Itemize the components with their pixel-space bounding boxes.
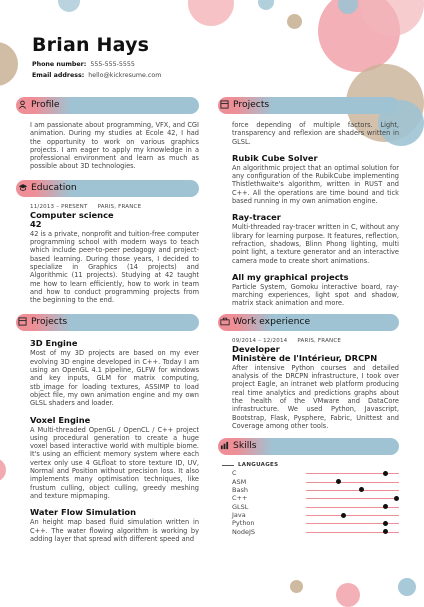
projects-section-header	[16, 314, 199, 332]
project-text-continued: force depending of multiple factors. Light, transparency and reflexion are shaders written in GLSL.	[232, 121, 399, 146]
decor-circle	[336, 583, 360, 607]
work-role: Developer	[232, 343, 280, 354]
skill-row	[222, 469, 399, 477]
work-location: PARIS, FRANCE	[297, 337, 342, 344]
skill-level-track	[306, 498, 399, 499]
skill-level-track	[306, 482, 399, 483]
decor-circle	[287, 14, 302, 29]
skill-level-dot	[336, 479, 341, 484]
skill-level-track	[306, 490, 399, 491]
skill-row	[222, 503, 399, 511]
skill-name: Bash	[232, 485, 248, 494]
project-title: Rubik Cube Solver	[232, 152, 318, 163]
project-title: All my graphical projects	[232, 271, 349, 282]
decor-circle	[0, 42, 18, 86]
skill-category	[222, 462, 399, 468]
section-title: Education	[31, 181, 77, 193]
education-degree: Computer science	[30, 209, 114, 220]
decor-circle	[0, 458, 6, 482]
section-title: Projects	[31, 316, 68, 328]
skill-row	[222, 528, 399, 536]
project-title: Voxel Engine	[30, 414, 91, 425]
skill-name: Python	[232, 519, 255, 528]
section-title: Projects	[233, 99, 270, 110]
skills-list	[218, 462, 399, 536]
skill-level-dot	[383, 471, 388, 476]
skill-rows	[222, 469, 399, 536]
skill-name: NodeJS	[232, 527, 256, 536]
skill-name: C++	[232, 494, 248, 503]
phone-label: Phone number:	[32, 61, 87, 68]
projects-section-header	[218, 97, 399, 115]
graduation-cap-icon	[17, 183, 28, 194]
skill-level-dot	[383, 521, 388, 526]
skill-level-track	[306, 515, 399, 516]
skill-row	[222, 494, 399, 502]
project-text: Multi-threaded ray-tracer written in C, without any library for learning purpose. It features, reflection, refraction, shadows, Blinn Phong lighting, multi point light, a texture generator and an interactive camera mode to create short animations.	[232, 223, 399, 265]
left-column	[16, 97, 199, 547]
skill-level-dot	[383, 504, 388, 509]
project-title: Ray-tracer	[232, 212, 281, 223]
email-label: Email address:	[32, 72, 85, 79]
candidate-name: Brian Hays	[32, 34, 150, 56]
education-location: PARIS, FRANCE	[97, 203, 142, 210]
section-title: Skills	[233, 440, 257, 452]
work-text: After intensive Python courses and detailed analysis of the DRCPN infrastructure, I took over project Eagle, an intranet web platform producing real time analytics and predictions graphs about the health of the VMware and DataCore infrastructure. We used Python, Javascript, Bootstrap, Flask, Pysphere, Fabric, Unittest and Coverage among other tools.	[232, 363, 399, 430]
right-column	[218, 97, 399, 536]
skills-section-header	[218, 438, 399, 456]
education-meta	[30, 204, 199, 210]
project-text: An algorithmic project that an optimal solution for any configuration of the RubikCube implementing Thistlethwaite's algorithm, written in RUST and C++. All the operations are time bound and tick based running in my own animation engine.	[232, 163, 399, 206]
work-org: Ministère de l'Intérieur, DRCPN	[232, 353, 378, 364]
project-title: Water Flow Simulation	[30, 507, 137, 518]
project-text: A Multi-threaded OpenGL / OpenCL / C++ project using procedural generation to create a huge voxel based interactive world with multiple biome. It's using an efficient memory system where each vertex only use 4 GLfloat to store texture ID, UV, Normal and Position without precision loss. It also implements many optimisation techniques, like frustum culling, object culling, greedy meshing and texture mipmaping.	[30, 425, 199, 500]
decor-circle	[290, 580, 303, 593]
skill-level-dot	[359, 487, 364, 492]
decor-circle	[58, 0, 80, 12]
skill-level-dot	[383, 529, 388, 534]
education-date: 11/2013 – PRESENT	[30, 203, 88, 210]
profile-text: I am passionate about programming, VFX, and CGI animation. During my studies at Ecole 42, I had the opportunity to work on various graphics projects. I am eager to apply my knowledge in a professional environment and learn as much as possible about 3D technologies.	[30, 121, 199, 171]
contact-block	[32, 59, 161, 81]
project-title: 3D Engine	[30, 338, 78, 349]
skill-level-dot	[394, 496, 399, 501]
project-text: Most of my 3D projects are based on my ever evolving 3D engine developed in C++. Today I am using an OpenGL 4.1 pipeline, GLFW for windows and key inputs, GLM for matrix computing, stb_image for loading textures, ASSIMP to load object file, my own animation engine and my own GLSL shaders and loader.	[30, 349, 199, 408]
education-section-header	[16, 180, 199, 198]
projects-icon	[219, 100, 230, 111]
work-meta	[232, 338, 399, 344]
work-section-header	[218, 314, 399, 332]
skill-row	[222, 478, 399, 486]
user-icon	[17, 100, 28, 111]
profile-section-header	[16, 97, 199, 115]
decor-circle	[398, 578, 416, 596]
skill-level-dot	[341, 513, 346, 518]
phone-value: 555-555-5555	[90, 61, 135, 68]
skill-category-label: LANGUAGES	[238, 462, 279, 469]
email-value[interactable]: hello@kickresume.com	[88, 72, 162, 79]
section-title: Work experience	[233, 315, 311, 327]
projects-icon	[17, 317, 28, 328]
work-date: 09/2014 – 12/2014	[232, 337, 288, 344]
skill-name: Java	[232, 511, 246, 520]
project-text: Particle System, Gomoku interactive board, ray-marching experiences, light spot and shadow, matrix stack animation and more.	[232, 282, 399, 308]
skill-name: ASM	[232, 477, 247, 486]
bars-icon	[219, 441, 230, 452]
section-title: Profile	[31, 99, 60, 110]
project-text: An height map based fluid simulation written in C++. The water flowing algorithm is working by adding layer that spread with different speed and	[30, 518, 199, 543]
skill-name: C	[232, 469, 237, 478]
education-school: 42	[30, 219, 42, 230]
skill-row	[222, 519, 399, 527]
decor-circle	[188, 0, 234, 26]
decor-circle	[258, 0, 274, 10]
skill-name: GLSL	[232, 502, 249, 511]
skill-row	[222, 511, 399, 519]
skill-row	[222, 486, 399, 494]
education-text: 42 is a private, nonprofit and tuition-free computer programming school with modern ways to teach which include peer-to-peer pedagogy and project-based learning. During those years, I decided to specialize in Graphics (14 projects) and Algorithmic (11 projects). Studying at 42 taught me how to learn efficiently, how to work in team and how to conduct programming projects from the beginning to the end.	[30, 229, 199, 305]
briefcase-icon	[219, 317, 230, 328]
